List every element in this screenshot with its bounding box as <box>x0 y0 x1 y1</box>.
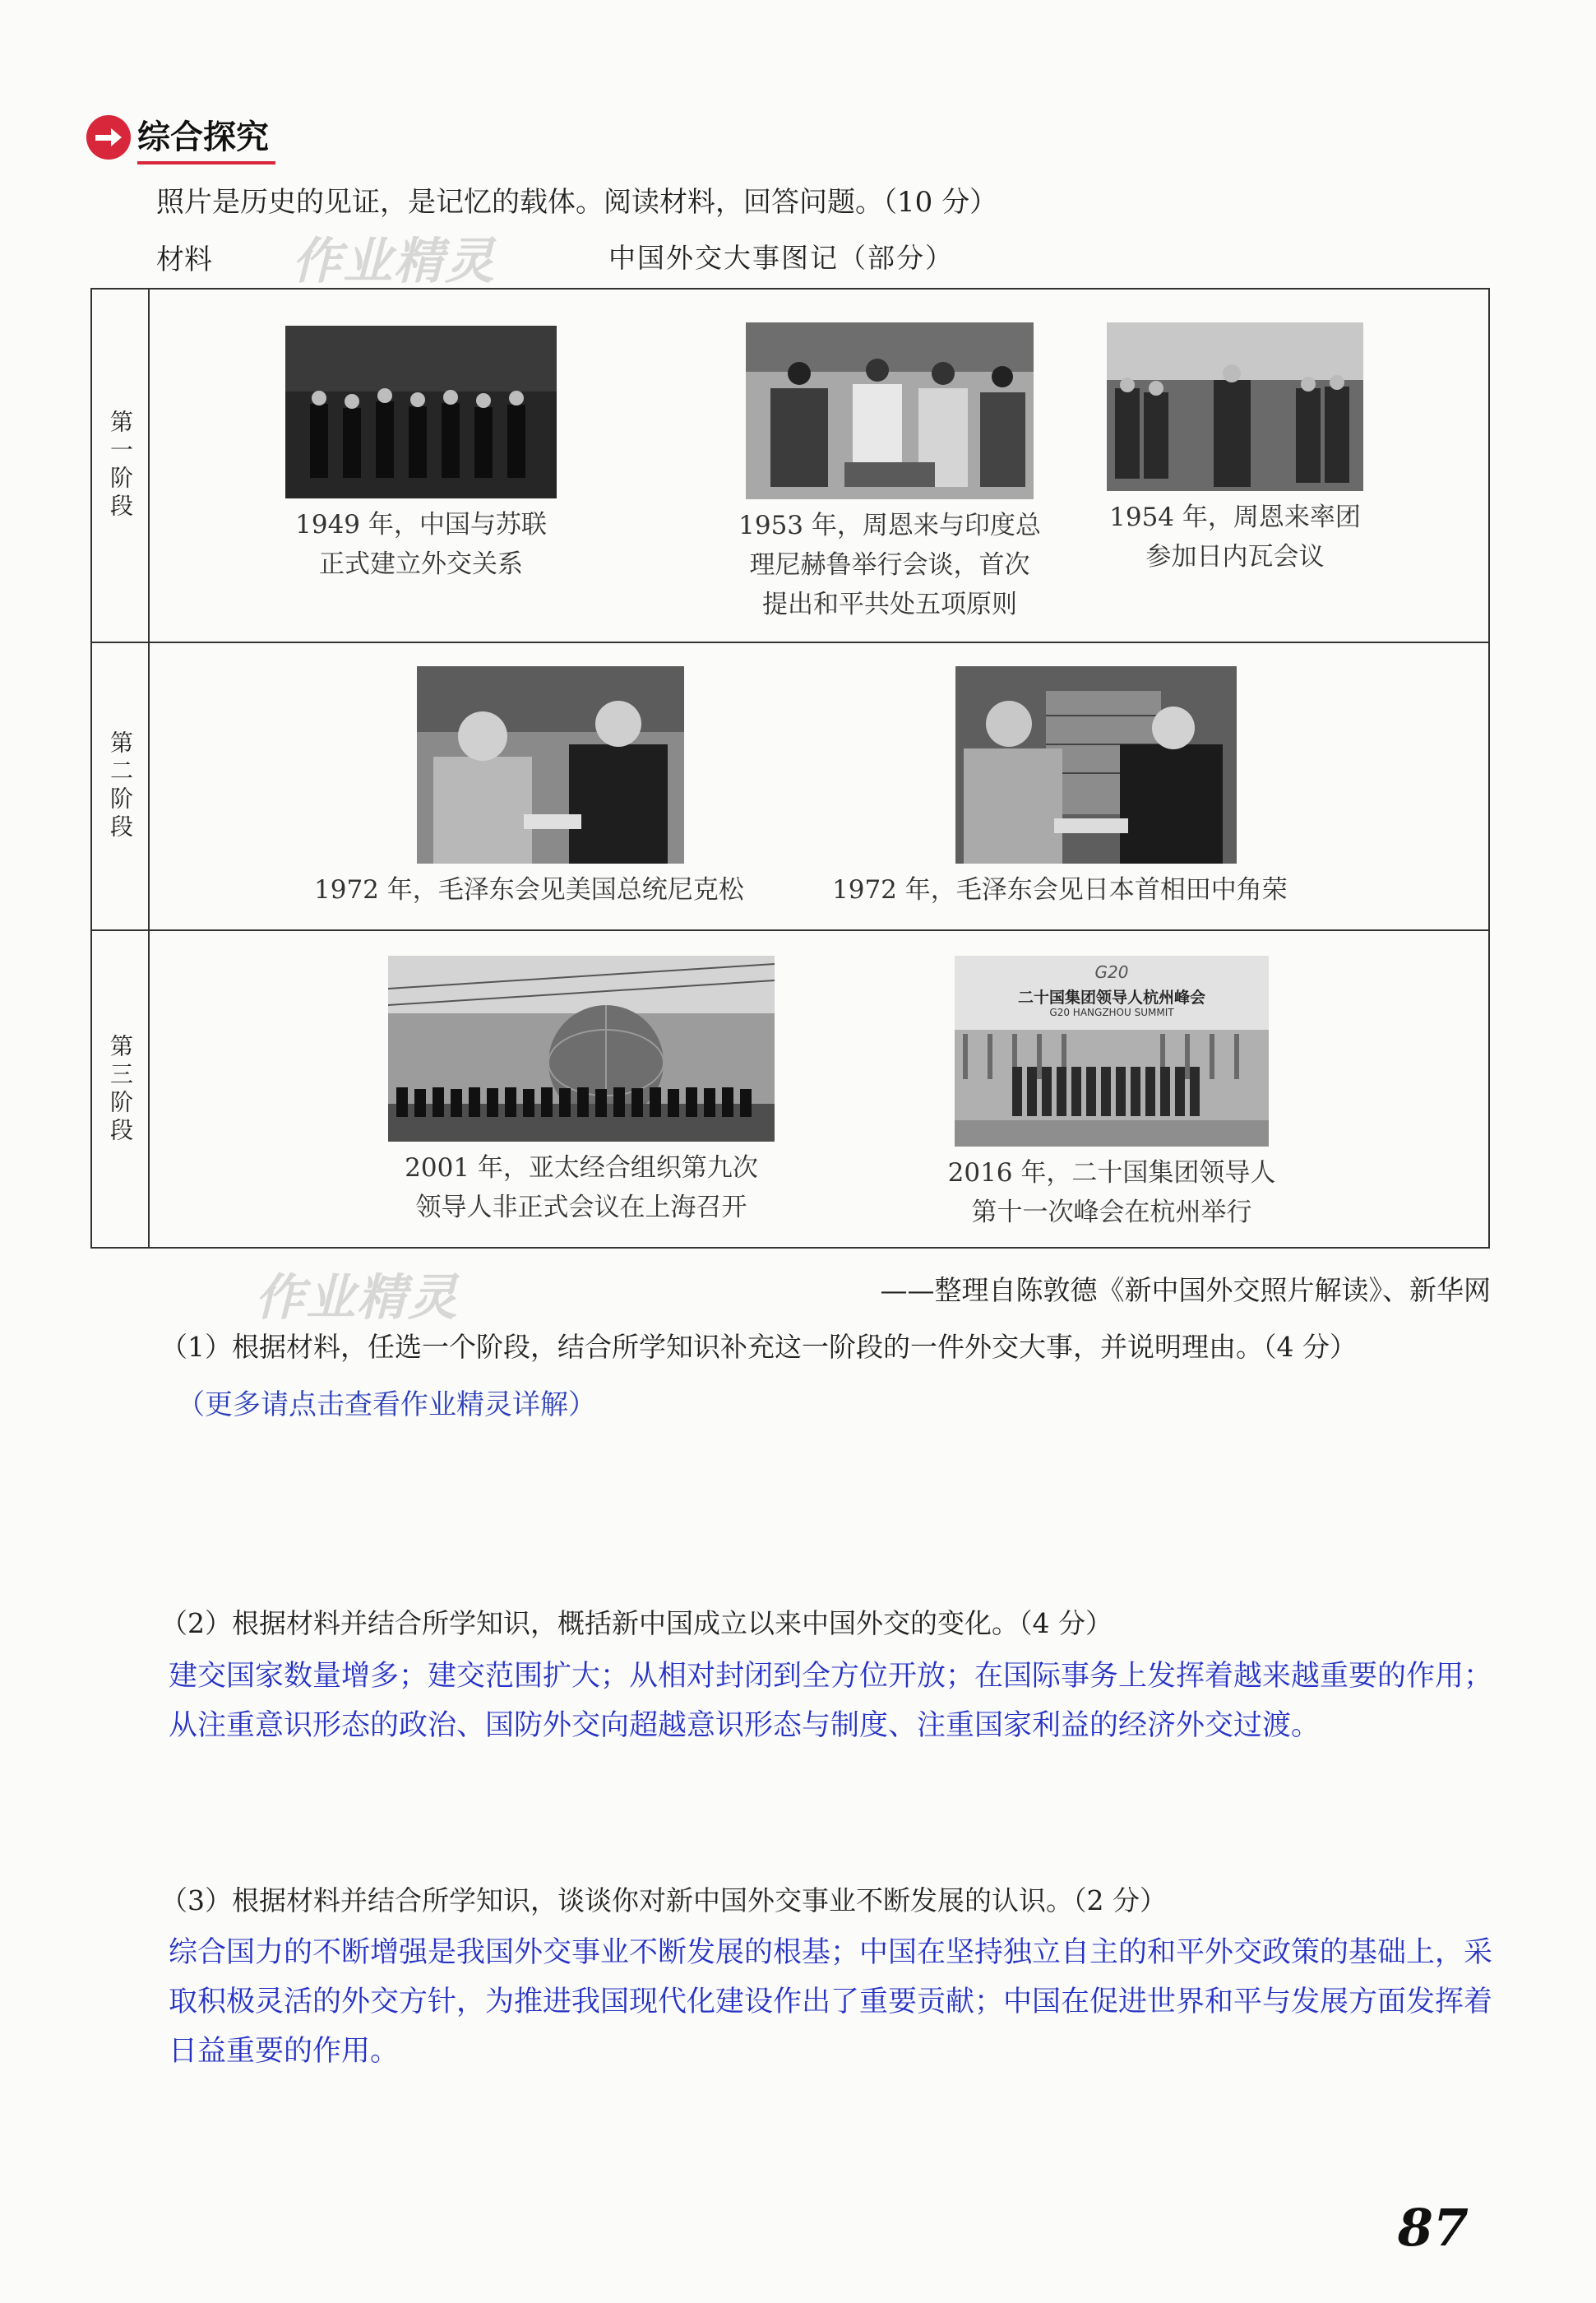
photo-1953-zhou-nehru[interactable] <box>746 322 1034 499</box>
material-table <box>90 288 1490 1249</box>
arrow-right-icon <box>86 115 131 160</box>
question-2: （2）根据材料并结合所学知识，概括新中国成立以来中国外交的变化。（4 分） <box>160 1607 1113 1639</box>
stage-label-cell <box>92 290 150 642</box>
source-citation: ——整理自陈敦德《新中国外交照片解读》、新华网 <box>880 1274 1491 1306</box>
photo-card <box>314 666 791 910</box>
stage-row <box>92 643 1488 931</box>
photo-caption: 1972 年，毛泽东会见美国总统尼克松 <box>314 875 744 905</box>
photo-1972-mao-tanaka[interactable] <box>955 666 1237 864</box>
page-number: 87 <box>1397 2198 1469 2258</box>
stage-row <box>92 290 1488 643</box>
stage-label: 第三阶段 <box>107 1034 134 1146</box>
photo-card <box>1087 322 1383 577</box>
question-1: （1）根据材料，任选一个阶段，结合所学知识补充这一阶段的一件外交大事，并说明理由。（4 分） <box>160 1331 1357 1363</box>
section-title: 综合探究 <box>137 111 275 164</box>
detail-link[interactable]: （更多请点击查看作业精灵详解） <box>177 1388 596 1421</box>
photo-1949-sino-soviet[interactable] <box>285 326 557 498</box>
g20-banner-subtitle: G20 HANGZHOU SUMMIT <box>1049 1007 1174 1018</box>
watermark: 作业精灵 <box>292 233 496 290</box>
stage-label: 第一阶段 <box>107 410 134 521</box>
answer-2: 建交国家数量增多；建交范围扩大；从相对封闭到全方位开放；在国际事务上发挥着越来越重要的作用；从注重意识形态的政治、国防外交向超越意识形态与制度、注重国家利益的经济外交过渡。 <box>169 1660 1493 1742</box>
photo-caption: 2001 年，亚太经合组织第九次 领导人非正式会议在上海召开 <box>405 1153 758 1222</box>
photo-caption: 1954 年，周恩来率团 参加日内瓦会议 <box>1109 503 1361 572</box>
section-header <box>86 113 275 162</box>
stage-label-cell <box>92 931 150 1249</box>
stage-label-cell <box>92 643 150 929</box>
photo-card <box>832 666 1367 910</box>
photo-card <box>388 956 775 1227</box>
photo-caption: 1953 年，周恩来与印度总 理尼赫鲁举行会谈，首次 提出和平共处五项原则 <box>738 511 1041 619</box>
material-label: 材料 <box>156 243 212 276</box>
photo-1972-mao-nixon[interactable] <box>417 666 684 864</box>
watermark: 作业精灵 <box>255 1269 459 1327</box>
photo-card <box>725 322 1054 624</box>
stage-label: 第二阶段 <box>107 730 134 842</box>
g20-logo: G20 <box>1094 962 1129 982</box>
photo-caption: 1949 年，中国与苏联 正式建立外交关系 <box>295 510 547 579</box>
photo-caption: 1972 年，毛泽东会见日本首相田中角荣 <box>832 875 1288 905</box>
photo-2001-apec-shanghai[interactable] <box>388 956 775 1142</box>
answer-3: 综合国力的不断增强是我国外交事业不断发展的根基；中国在坚持独立自主的和平外交政策的基础上，采取积极灵活的外交方针，为推进我国现代化建设作出了重要贡献；中国在促进世界和平与发展方面发挥着日益重要的作用。 <box>169 1936 1493 2068</box>
photo-1954-geneva[interactable] <box>1107 322 1363 491</box>
photo-card <box>285 326 557 584</box>
material-title: 中国外交大事图记（部分） <box>608 242 954 274</box>
photo-2016-g20-hangzhou[interactable] <box>955 956 1269 1147</box>
photo-caption: 2016 年，二十国集团领导人 第十一次峰会在杭州举行 <box>947 1158 1276 1227</box>
intro-text: 照片是历史的见证，是记忆的载体。阅读材料，回答问题。（10 分） <box>156 186 998 219</box>
question-3: （3）根据材料并结合所学知识，谈谈你对新中国外交事业不断发展的认识。（2 分） <box>160 1884 1167 1916</box>
photo-card <box>939 956 1284 1232</box>
stage-row <box>92 931 1488 1249</box>
g20-banner-title: 二十国集团领导人杭州峰会 <box>1017 989 1205 1007</box>
